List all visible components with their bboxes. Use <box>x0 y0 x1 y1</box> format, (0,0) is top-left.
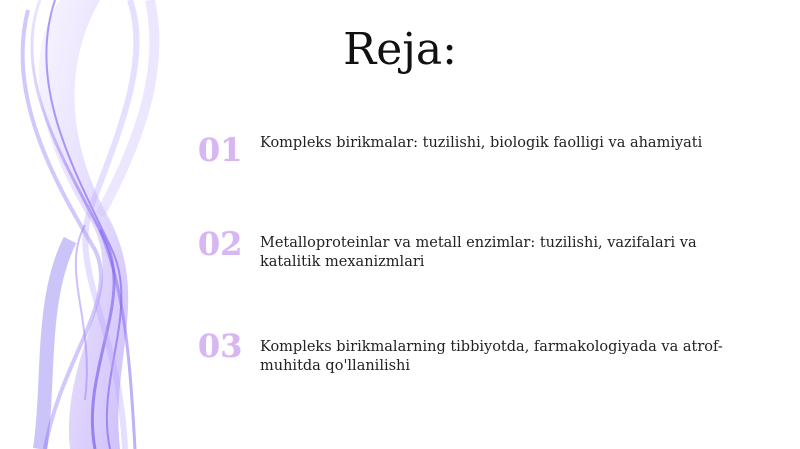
purple-smoke-ribbon-decoration <box>0 0 220 449</box>
agenda-item-text: Metalloproteinlar va metall enzimlar: tuzilishi, vazifalari va katalitik mexanizmlari <box>260 235 697 270</box>
agenda-item-number: 02 <box>198 225 243 263</box>
agenda-item-text: Kompleks birikmalarning tibbiyotda, farmakologiyada va atrof-muhitda qo'llanilishi <box>260 339 723 374</box>
agenda-item-text: Kompleks birikmalar: tuzilishi, biologik faolligi va ahamiyati <box>260 135 703 151</box>
slide-title: Reja: <box>343 24 457 75</box>
agenda-item-number: 03 <box>198 327 243 365</box>
agenda-item-number: 01 <box>198 131 243 169</box>
